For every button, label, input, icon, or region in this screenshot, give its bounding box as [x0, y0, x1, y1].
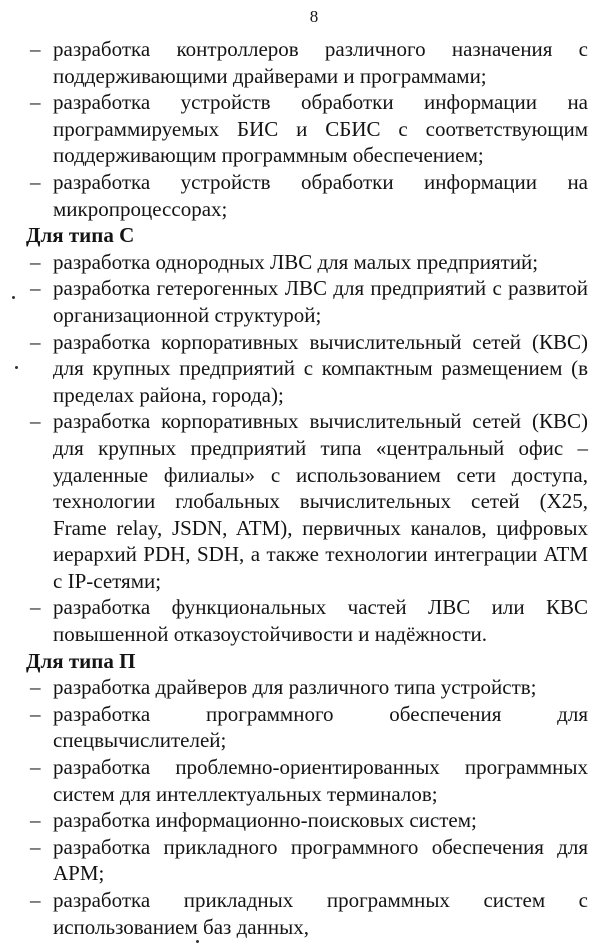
- list-item-text: разработка устройств обработки информации на программируемых БИС и СБИС с соответствующим поддерживающим программным обеспечением;: [53, 90, 588, 168]
- list-item-text: разработка проблемно-ориентированных программных систем для интеллектуальных терминалов;: [53, 755, 588, 806]
- document-body: [26, 36, 588, 940]
- list-item: [26, 329, 588, 409]
- list-dash: –: [30, 595, 41, 620]
- list-dash: –: [30, 249, 41, 274]
- page-number: 8: [309, 7, 319, 26]
- list-dash: –: [30, 888, 41, 912]
- list-item-text: разработка устройств обработки информации на микропроцессорах;: [53, 169, 588, 221]
- list-item-text: разработка прикладного программного обеспечения для АРМ;: [53, 834, 588, 886]
- list-item-text: разработка информационно-поисковых систем;: [53, 808, 477, 833]
- list-item-text: разработка программного обеспечения для спецвычислителей;: [53, 701, 588, 753]
- list-item: [26, 674, 588, 701]
- list-item-text: разработка однородных ЛВС для малых предприятий;: [53, 249, 539, 274]
- list-item: [26, 807, 588, 834]
- list-item-text: разработка корпоративных вычислительный сетей (КВС) для крупных предприятий типа «центральный офис – удаленные филиалы» с использованием сети доступа, технологии глобальных вычислительных сетей (X25, Frame relay, JSDN, ATM), первичных каналов, цифровых иерархий PDH, SDH, а также технологии интеграции ATM с IP-сетями;: [53, 409, 588, 593]
- list-item: [26, 169, 588, 222]
- list-dash: –: [30, 409, 41, 434]
- list-item: [26, 594, 588, 647]
- list-item: [26, 249, 588, 276]
- section-heading: Для типа П: [26, 648, 136, 673]
- list-item-text: разработка драйверов для различного типа устройств;: [53, 675, 537, 700]
- list-dash: –: [30, 755, 41, 780]
- list-item-text: разработка корпоративных вычислительный сетей (КВС) для крупных предприятий с компактным размещением (в пределах района, города);: [53, 329, 588, 407]
- list-item: [26, 701, 588, 754]
- list-dash: –: [30, 675, 41, 700]
- list-item-text: разработка функциональных частей ЛВС или КВС повышенной отказоустойчивости и надёжности.: [53, 595, 588, 647]
- list-item: [26, 887, 588, 940]
- list-dash: –: [30, 701, 41, 726]
- list-dash: –: [30, 169, 41, 194]
- section-heading: Для типа С: [26, 223, 135, 248]
- list-item: [26, 275, 588, 328]
- list-dash: –: [30, 90, 41, 115]
- list-dash: –: [30, 808, 41, 833]
- list-item-text: разработка контроллеров различного назначения с поддерживающими драйверами и программами;: [53, 37, 588, 88]
- list-item-text: разработка прикладных программных систем с использованием баз данных,: [53, 888, 588, 939]
- list-item: [26, 834, 588, 887]
- list-dash: –: [30, 834, 41, 859]
- list-item: [26, 408, 588, 594]
- list-dash: –: [30, 276, 41, 301]
- scan-speck: [196, 940, 199, 943]
- list-item-text: разработка гетерогенных ЛВС для предприятий с развитой организационной структурой;: [53, 276, 588, 327]
- list-item: [26, 754, 588, 807]
- list-item: [26, 89, 588, 169]
- list-dash: –: [30, 37, 41, 61]
- scan-speck: [15, 366, 18, 369]
- list-item: [26, 36, 588, 89]
- scan-speck: [12, 296, 15, 299]
- list-dash: –: [30, 329, 41, 354]
